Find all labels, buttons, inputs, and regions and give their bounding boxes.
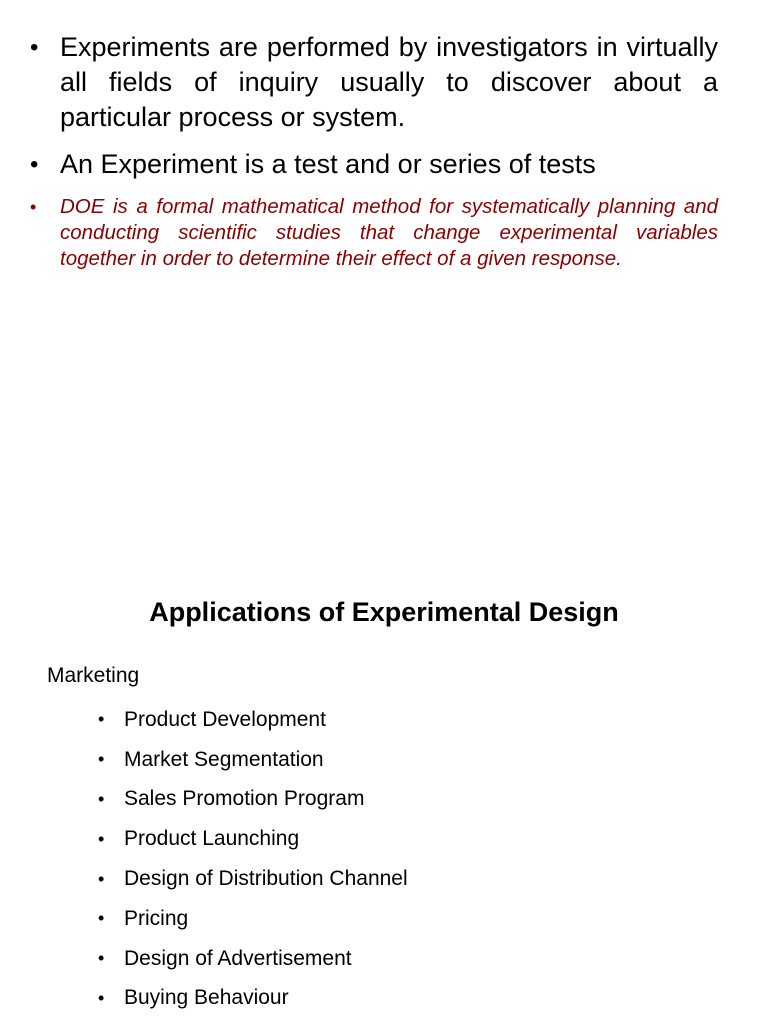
list-item-label: Buying Behaviour [124, 986, 289, 1010]
list-item [98, 780, 408, 820]
doe-definition-text: DOE is a formal mathematical method for systematically planning and conducting scientific studies that change experimental variables together in order to determine their effect of a given response. [60, 195, 718, 270]
intro-bullet-2 [30, 147, 718, 182]
bullet-icon: • [98, 788, 105, 809]
list-item [98, 979, 408, 1019]
applications-list [98, 700, 408, 1018]
bullet-icon: • [30, 151, 39, 178]
doe-definition-bullet [30, 194, 718, 272]
list-item [98, 819, 408, 859]
intro-bullet-text: Experiments are performed by investigators in virtually all fields of inquiry usually to discover about a particular process or system. [60, 32, 718, 132]
list-item [98, 859, 408, 899]
list-item-label: Product Development [124, 707, 326, 731]
list-item [98, 939, 408, 979]
bullet-icon: • [98, 868, 105, 889]
intro-bullet-1 [30, 30, 718, 135]
applications-category: Marketing [47, 664, 140, 687]
bullet-icon: • [98, 828, 105, 849]
list-item-label: Design of Distribution Channel [124, 867, 408, 891]
list-item-label: Design of Advertisement [124, 946, 352, 970]
bullet-icon: • [98, 948, 105, 969]
list-item-label: Market Segmentation [124, 747, 324, 771]
bullet-icon: • [98, 987, 105, 1008]
list-item-label: Product Launching [124, 827, 300, 851]
list-item-label: Pricing [124, 906, 189, 930]
bullet-icon: • [30, 197, 37, 217]
intro-section [30, 30, 718, 272]
bullet-icon: • [98, 749, 105, 770]
intro-bullet-text: An Experiment is a test and or series of tests [60, 149, 596, 179]
list-item [98, 700, 408, 740]
bullet-icon: • [98, 709, 105, 730]
list-item-label: Sales Promotion Program [124, 787, 365, 811]
applications-title: Applications of Experimental Design [149, 597, 619, 627]
list-item [98, 740, 408, 780]
bullet-icon: • [98, 908, 105, 929]
bullet-icon: • [30, 34, 39, 61]
list-item [98, 899, 408, 939]
